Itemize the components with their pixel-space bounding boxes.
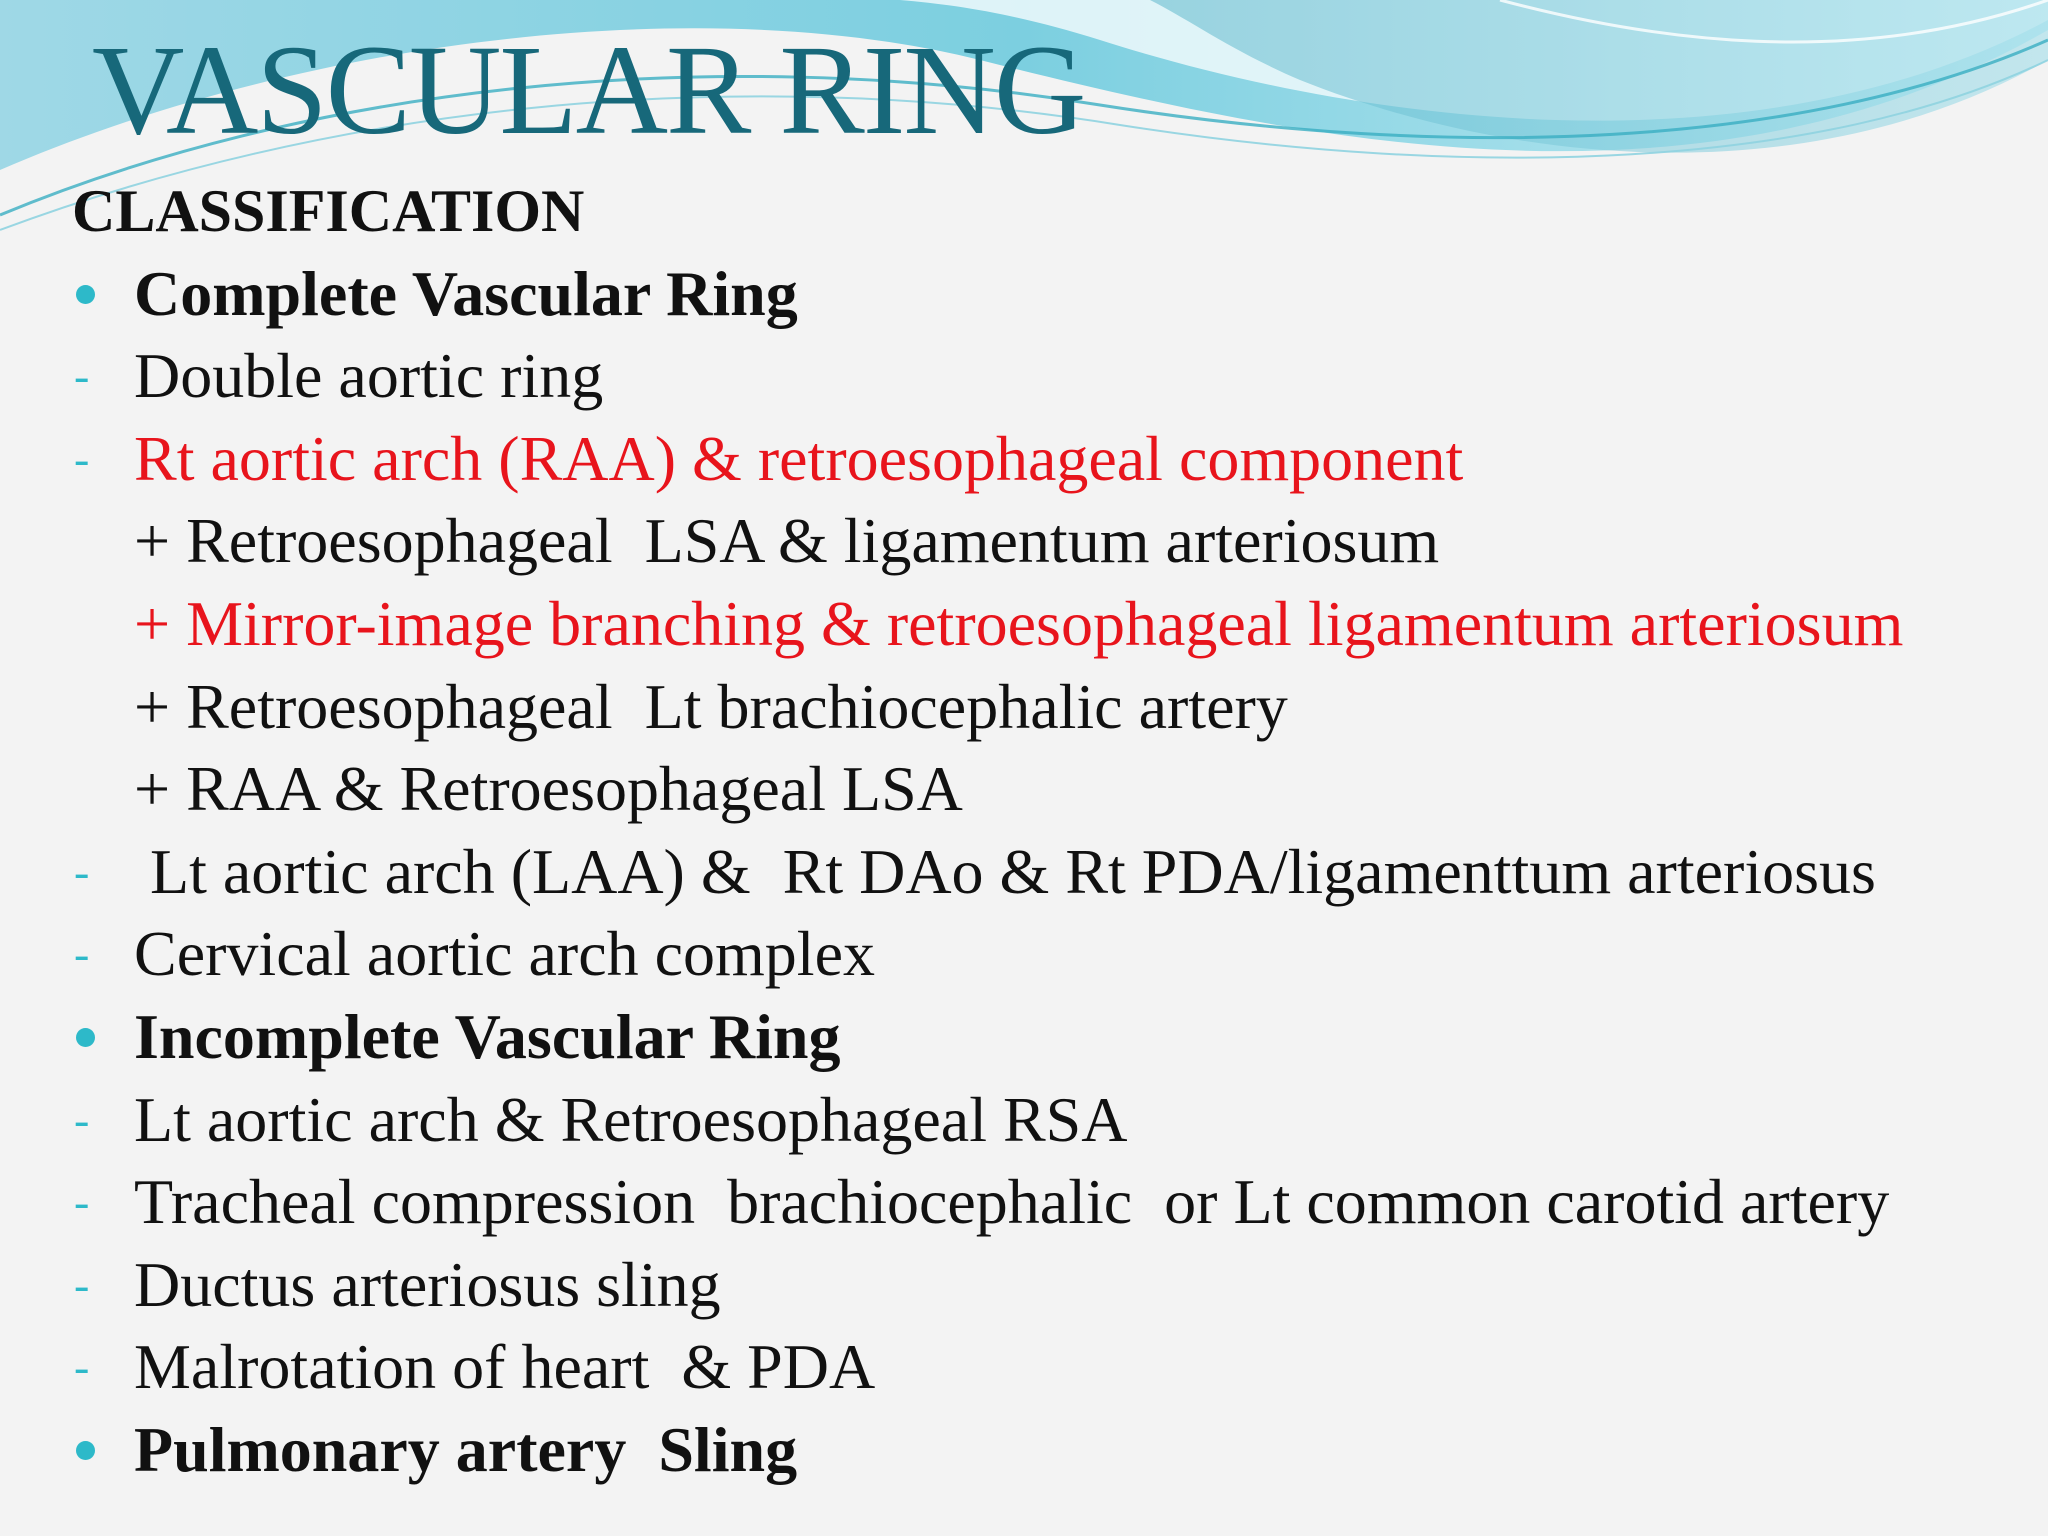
dash-marker-icon: -	[74, 432, 90, 484]
item-text: Complete Vascular Ring	[134, 257, 798, 329]
item-text: Incomplete Vascular Ring	[134, 1000, 841, 1072]
bullet-item	[72, 996, 2032, 1079]
item-text: + Retroesophageal Lt brachiocephalic artery	[134, 670, 1288, 742]
item-text: CLASSIFICATION	[72, 178, 585, 244]
item-text: Malrotation of heart & PDA	[134, 1331, 876, 1403]
bullet-dot-icon	[76, 1028, 95, 1047]
dash-item	[72, 335, 2032, 418]
dash-item	[72, 1244, 2032, 1327]
section-heading	[72, 170, 2032, 253]
item-text: Ductus arteriosus sling	[134, 1248, 721, 1320]
item-text: Cervical aortic arch complex	[134, 918, 875, 990]
dash-item	[72, 1161, 2032, 1244]
dash-marker-icon: -	[74, 1258, 90, 1310]
dash-marker-icon: -	[74, 350, 90, 402]
dash-item	[72, 831, 2032, 914]
item-text: + Retroesophageal LSA & ligamentum arteriosum	[134, 505, 1440, 577]
item-text: Tracheal compression brachiocephalic or Lt common carotid artery	[134, 1166, 1890, 1238]
sub-item	[72, 666, 2032, 749]
sub-item	[72, 500, 2032, 583]
sub-item	[72, 583, 2032, 666]
dash-item	[72, 418, 2032, 501]
bullet-dot-icon	[76, 1441, 95, 1460]
dash-marker-icon: -	[74, 845, 90, 897]
dash-marker-icon: -	[74, 928, 90, 980]
item-text: Rt aortic arch (RAA) & retroesophageal component	[134, 422, 1464, 494]
dash-item	[72, 1079, 2032, 1162]
item-text: Pulmonary artery Sling	[134, 1413, 798, 1485]
bullet-item	[72, 1409, 2032, 1492]
dash-marker-icon: -	[74, 1341, 90, 1393]
item-text: Lt aortic arch (LAA) & Rt DAo & Rt PDA/ligamenttum arteriosus	[134, 835, 1876, 907]
classification-list	[72, 170, 2032, 1492]
bullet-item	[72, 253, 2032, 336]
item-text: Lt aortic arch & Retroesophageal RSA	[134, 1083, 1128, 1155]
sub-item	[72, 748, 2032, 831]
bullet-dot-icon	[76, 285, 95, 304]
item-text: Double aortic ring	[134, 340, 604, 412]
item-text: + RAA & Retroesophageal LSA	[134, 753, 963, 825]
dash-marker-icon: -	[74, 1176, 90, 1228]
dash-item	[72, 913, 2032, 996]
item-text: + Mirror-image branching & retroesophageal ligamentum arteriosum	[134, 587, 1904, 659]
dash-item	[72, 1326, 2032, 1409]
dash-marker-icon: -	[74, 1093, 90, 1145]
slide-title: VASCULAR RING	[92, 19, 1085, 161]
